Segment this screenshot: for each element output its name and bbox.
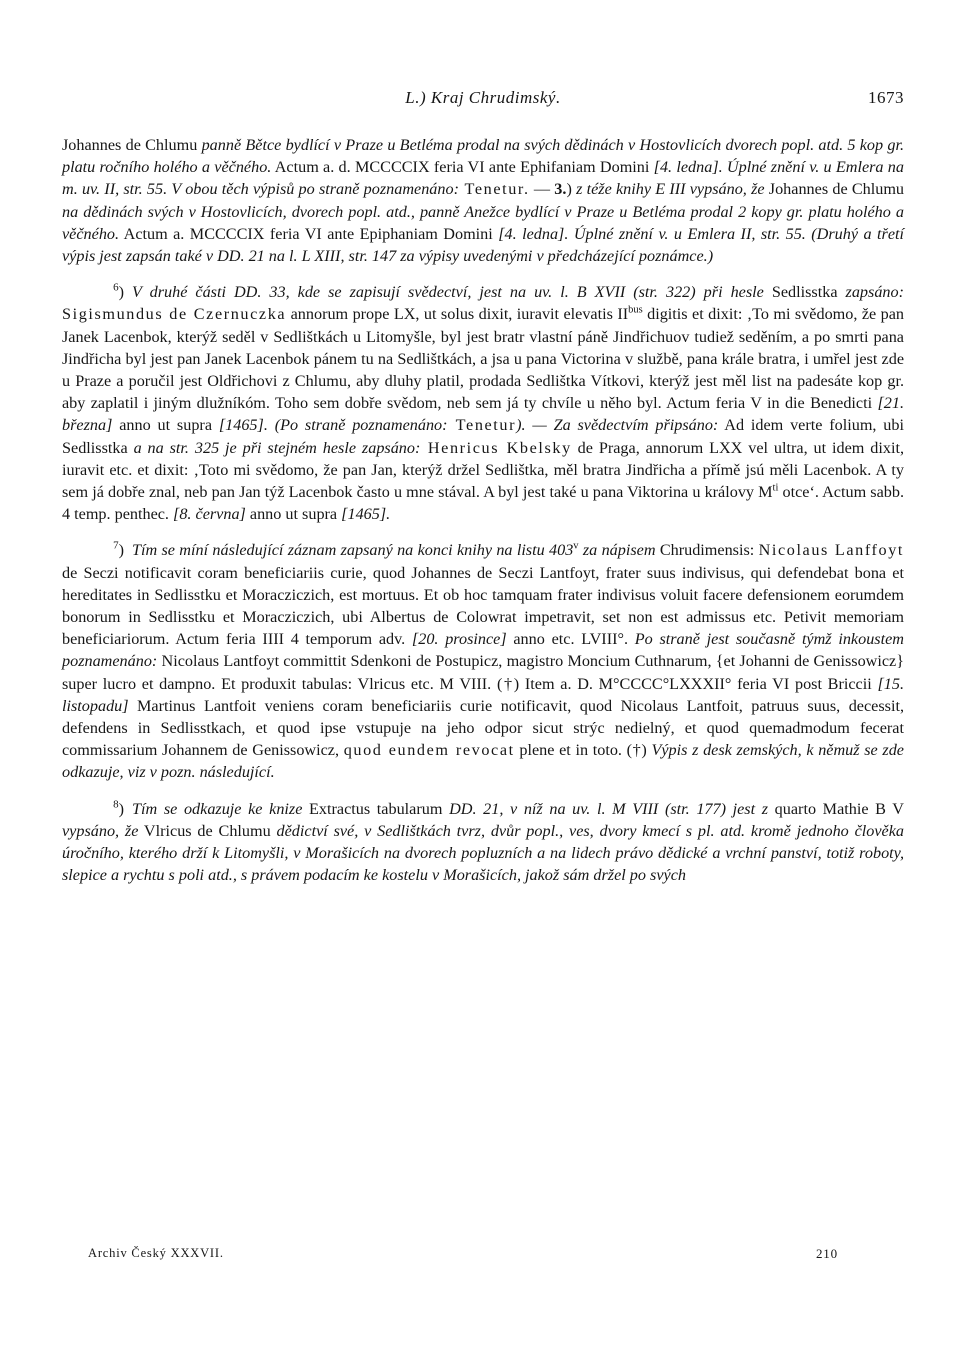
text-run: V druhé části DD. 33, kde se zapisují svědectví, jest na uv. l. B XVII (str. 322) při hesle [132,283,764,302]
text-run: Tenetur. [458,180,530,199]
text-run: Martinus Lantfoit veniens coram beneficiariis curie notificavit, quod Nicolaus Lantfoit, patruus suus, decessit, defendens in Sedlisstkach, et quod ipse vstupuje na jeho odpor sicut strýc nedielný, et quod quemadmodum fecerat commissarium Johannem de Genissowicz, [62,696,904,760]
text-run: anno ut supra [112,416,219,435]
footnote-marker: 6 [113,281,119,294]
text-run: otce‘. Actum sabb. 4 temp. penthec. [62,483,905,524]
page-number: 1673 [868,88,904,107]
text-run: Johannes de Chlumu [62,136,202,154]
text-run: de Seczi notificavit coram beneficiariis curie, quod Johannes de Seczi Lantfoyt, frater suus indivisus, qui defendebat bona et hereditates in Sedlisstku et Moracziczich, est mortuus. Et ob hoc tamquam frater indivisus voluit facere defensionem eorumdem bonorum in Sedlisstku et Moracziczich, ubi Albertus de Colowrat impetravit, set non est admissus etc. Petivit memoriam beneficiariorum. Actum feria IIII 4 temporum adv. [62,563,904,649]
text-run: Extractus tabularum [302,799,450,818]
text-run: vypsáno, že [62,821,139,840]
text-run: Johannes de Chlumu [764,180,905,199]
text-run: [4. ledna]. Úplné znění v. u Emlera II, str. 55. (Druhý a třetí výpis jest zapsán také v DD. 21 na l. L XIII, str. 147 za výpisy uvedenými v předcházející poznámce.) [62,224,904,266]
footnotes [62,134,904,887]
footnote-8 [62,798,904,887]
text-run: za nápisem [578,541,656,560]
text-run: Tím se odkazuje ke knize [132,799,303,818]
text-run: a na str. 325 je při stejném hesle zapsáno: [133,438,421,457]
text-run: — [529,180,555,199]
text-run: anno ut supra [245,505,342,524]
footnote-lead: $^8$) [113,798,124,818]
text-run: Po straně jest současně týmž inkoustem poznamenáno: [62,630,904,671]
text-run: ). — Za svědectvím připsáno: [516,416,719,435]
footnote-continued [62,134,904,267]
text-run: Tenetur [447,416,517,435]
text-run: Actum a. MCCCCIX feria VI ante Epiphaniam Domini [119,224,499,243]
text-run: DD. 21, v níž na uv. l. M VIII (str. 177) jest z [449,799,769,818]
text-run: Tím se míní následující záznam zapsaný na konci knihy na listu 403 [132,541,574,560]
text-run: z téže knihy E III vypsáno, že [576,180,765,199]
text-run: zapsáno: [845,283,904,302]
text-run: ) [566,180,577,199]
text-run: 3. [554,180,567,199]
footnote-marker: 7 [113,540,119,553]
text-run: dědictví své, v Sedlištkách tvrz, dvůr popl., ves, dvory kmecí s pl. atd. kromě jednoho člověka úročního, kterého drží k Litomyšli, v Morašicích na dvorech popluzních a na lidech právo dědické a vrchní panství, totiž roboty, slepice a rychtu s poli atd., s právem podacím ke kostelu v Morašicích, jakož sám držel po svých [62,821,905,885]
text-run: de Praga, annorum LXX vel ultra, ut idem dixit, iuravit etc. et dixit: ‚Toto mi svědomo, že pan Jan, kterýž držel Sedlištka, měl bratra Jindřicha a přímě jsú měli Lacenbok. A ty sem já dobře znal, neb pan Jan týž Lacenbok často u mne stával. A byl jest také u pana Viktorina u královy M [62,438,905,502]
text-run: Výpis z desk zemských, k němuž se zde odkazuje, viz v pozn. následující. [62,741,904,782]
text-run: na dědinách svých v Hostovlicích, dvorech popl. atd., panně Anežce bydlící v Praze u Betléma prodal 2 kopy gr. platu holého a věčného. [62,202,904,243]
footnote-lead: $^6$) [113,281,124,302]
text-run: Sigismundus de Czernuczka [62,305,287,324]
text-run: quod eundem revocat [343,741,515,760]
text-run: Actum a. d. MCCCCIX feria VI ante Ephifaniam Domini [271,158,654,177]
text-run: [4. ledna]. Úplné znění v. u Emlera na m. uv. II, str. 55. V obou těch výpisů po straně poznamenáno: [62,158,904,199]
text-run: [1465]. (Po straně poznamenáno: [218,416,448,435]
text-run: quarto Mathie B V [768,799,904,818]
text-run: ti [772,482,779,494]
text-run: Henricus Kbelsky [420,438,572,457]
text-run: Chrudimensis: [655,541,759,560]
footnote-lead: $^7$) [113,540,124,560]
text-run: [8. června] [173,505,246,524]
text-run: annorum prope LX, ut solus dixit, iuravit elevatis II [286,305,629,324]
page-header [62,88,904,118]
text-run: Nicolaus Lanffoyt [758,541,904,560]
sheet-number: 210 [816,1246,838,1261]
running-head: L.) Kraj Chrudimský. [405,88,561,107]
text-run: Nicolaus Lantfoyt committit Sdenkoni de Postupicz, magistro Moncium Cuthnarum, {et Johanni de Genissowicz} super lucro et dampno. Et produxit tabulas: Vlricus etc. M VIII. (†) Item a. D. M°CCCC°LXXXII° feria VI post Briccii [62,652,904,693]
text-run: v [573,541,579,553]
footnote-marker: 8 [113,798,119,811]
printer-signature: Archiv Český XXXVII. [88,1246,224,1260]
text-run: Vlricus de Chlumu [138,821,277,840]
text-run: panně Bětce bydlící v Praze u Betléma prodal na svých dědinách v Hostovlicích dvorech popl. atd. 5 kop gr. platu ročního holého a věčného. [62,136,905,177]
footnote-6 [62,281,904,525]
footnote-7 [62,539,904,783]
text-run: digitis et dixit: ‚To mi svědomo, že pan Janek Lacenbok, kterýž seděl v Sedlištkách u Litomyšle, byl jest bratr vlastní páně Jindřichuov tudiež seděním, a po smrti pana Jindřicha byl jest pan Janek Lacenbok pánem tu na Sedlištkách, a jsa u pana Victorina v službě, pana krále bratra, i umřel jest zde u Praze a poručil jest Oldřichovi z Chlumu, aby dluhy platil, prodada Sedlištka Vítkovi, kterýž jest měl list na padesáte kop gr. aby zaplatil i jiným dlužníkóm. Toho sem dobře svědom, neb sem já ty chvíle u něho byl. Actum feria V in die Benedicti [62,305,905,413]
text-run: Ad idem verte folium, ubi Sedlisstka [62,416,904,457]
text-run: [20. prosince] [411,630,507,649]
text-run: [21. března] [62,394,904,435]
text-run: [1465]. [341,505,391,524]
text-run: bus [628,305,643,317]
text-run: [15. listopadu] [62,674,904,715]
text-run: Sedlisstka [763,283,846,302]
page-content [62,88,904,901]
text-run: anno etc. LVIII°. [506,630,635,649]
text-run: plene et in toto. (†) [514,741,652,760]
